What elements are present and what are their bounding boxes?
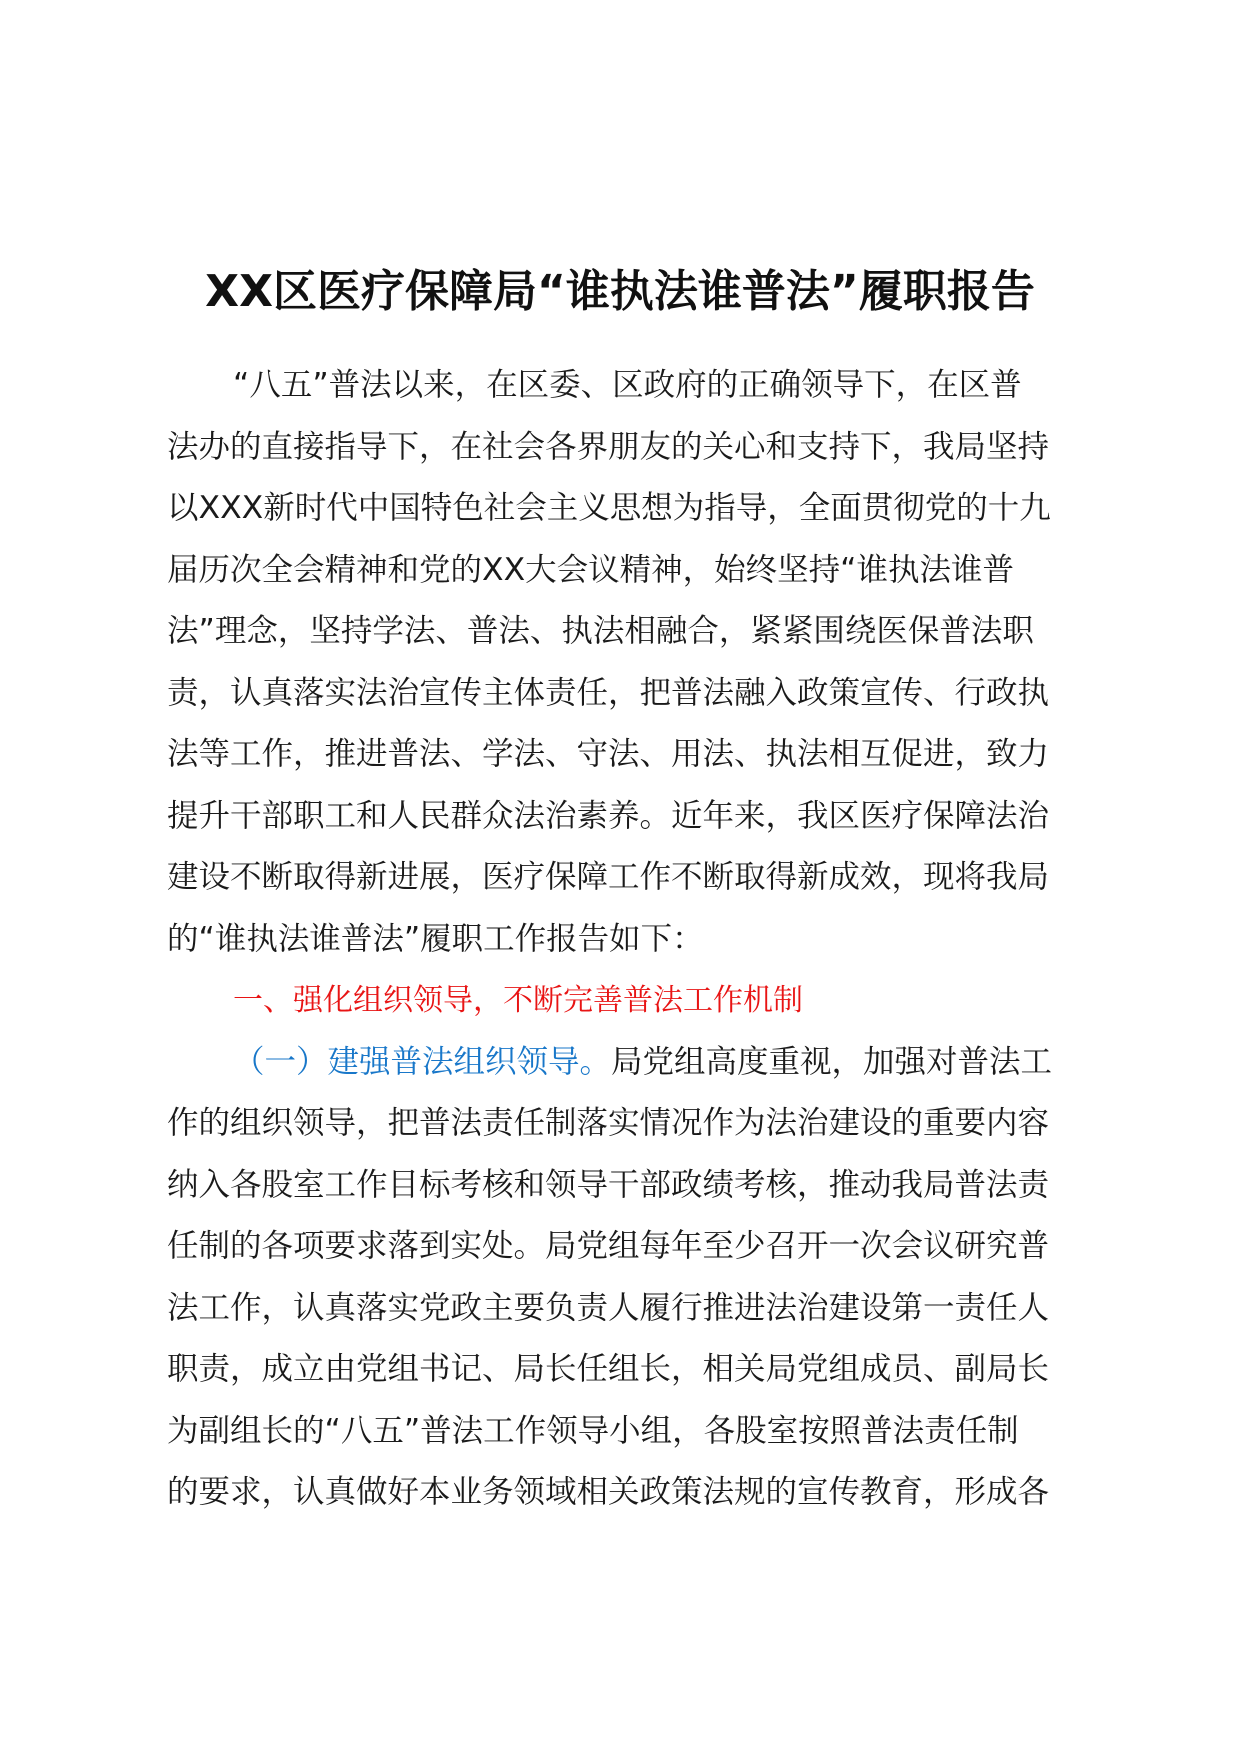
section-line: 法工作，认真落实党政主要负责人履行推进法治建设第一责任人 [167,1289,1050,1326]
section-line: 的要求，认真做好本业务领域相关政策法规的宣传教育，形成各 [167,1474,1050,1510]
document-title: XX区医疗保障局“谁执法谁普法”履职报告 [205,266,1035,317]
intro-line: 届历次全会精神和党的XX大会议精神，始终坚持“谁执法谁普 [167,551,1014,588]
subsection-heading: （一）建强普法组织领导。 [233,1043,612,1080]
document-body [167,355,1095,1524]
intro-line: 法等工作，推进普法、学法、守法、用法、执法相互促进，致力 [167,736,1050,772]
intro-line: 的“谁执法谁普法”履职工作报告如下： [167,920,704,957]
subsection-text: 局党组高度重视，加强对普法工 [611,1043,1053,1080]
intro-line: 以XXX新时代中国特色社会主义思想为指导，全面贯彻党的十九 [167,490,1051,526]
intro-line: “八五”普法以来，在区委、区政府的正确领导下，在区普 [233,367,1022,403]
section-first-line [167,1032,1095,1094]
section-line: 职责，成立由党组书记、局长任组长，相关局党组成员、副局长 [167,1351,1050,1387]
section-line: 纳入各股室工作目标考核和领导干部政绩考核，推动我局普法责 [167,1166,1050,1203]
intro-line: 法”理念，坚持学法、普法、执法相融合，紧紧围绕医保普法职 [167,613,1034,649]
intro-line: 提升干部职工和人民群众法治素养。近年来，我区医疗保障法治 [167,797,1050,834]
section-line: 任制的各项要求落到实处。局党组每年至少召开一次会议研究普 [167,1228,1050,1264]
section-heading: 一、强化组织领导，不断完善普法工作机制 [233,983,803,1018]
intro-line: 责，认真落实法治宣传主体责任，把普法融入政策宣传、行政执 [167,674,1050,711]
section-line: 为副组长的“八五”普法工作领导小组，各股室按照普法责任制 [167,1412,1019,1449]
section-line: 作的组织领导，把普法责任制落实情况作为法治建设的重要内容 [167,1105,1050,1141]
intro-line: 法办的直接指导下，在社会各界朋友的关心和支持下，我局坚持 [167,428,1050,465]
intro-line: 建设不断取得新进展，医疗保障工作不断取得新成效，现将我局 [167,859,1050,895]
